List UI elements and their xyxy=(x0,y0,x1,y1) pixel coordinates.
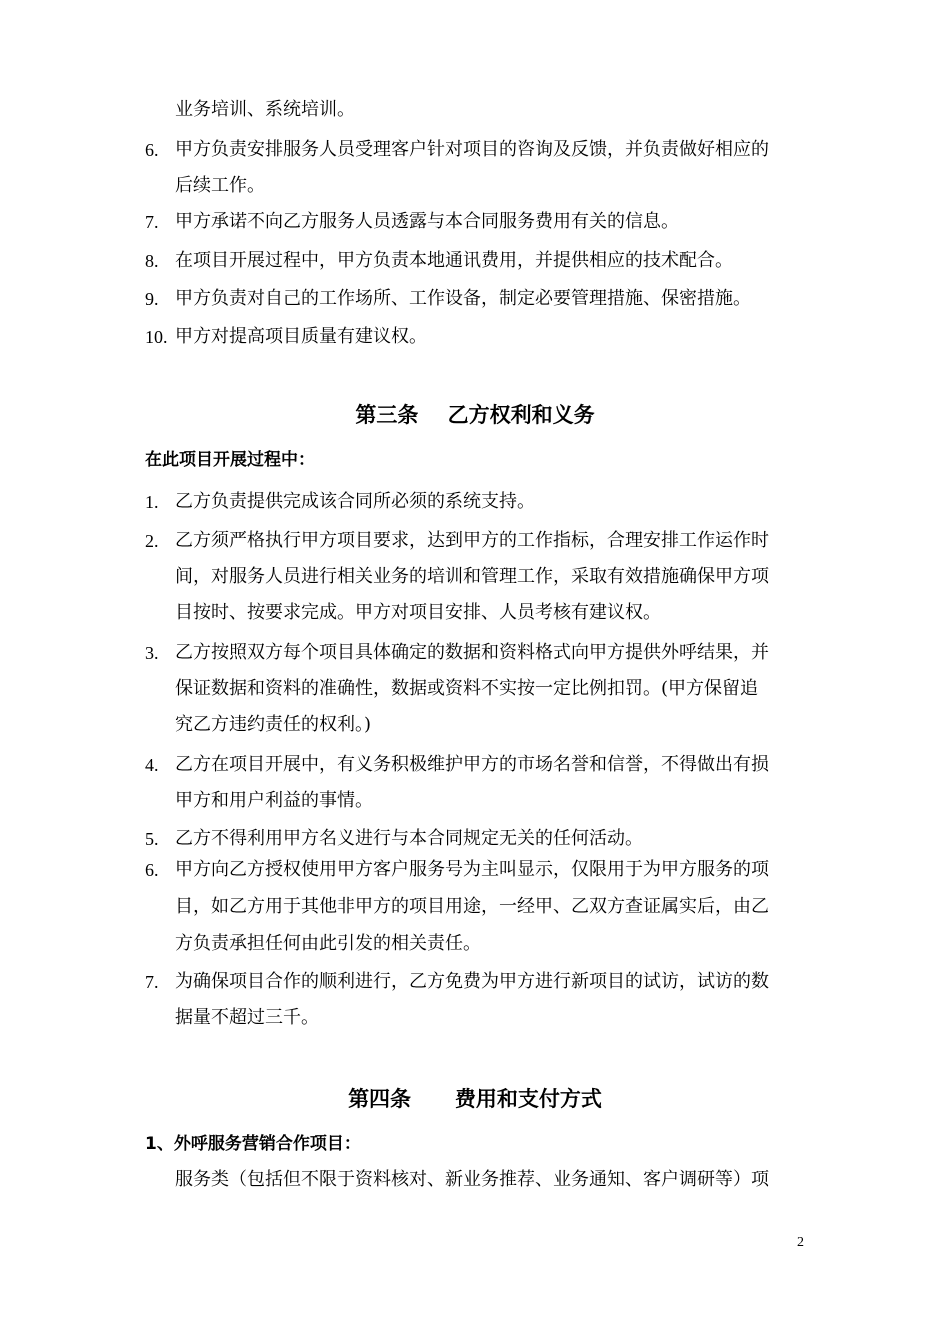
list-item-text: 甲方和用户利益的事情。 xyxy=(175,790,373,811)
list-item-number: 10. xyxy=(145,327,168,347)
list-item-text: 据量不超过三千。 xyxy=(175,1007,319,1028)
list-item-text: 甲方承诺不向乙方服务人员透露与本合同服务费用有关的信息。 xyxy=(175,211,679,232)
list-item-number: 1. xyxy=(145,492,159,512)
list-item-text: 在项目开展过程中，甲方负责本地通讯费用，并提供相应的技术配合。 xyxy=(175,250,733,271)
list-item-number: 5. xyxy=(145,829,159,849)
list-item-number: 2. xyxy=(145,531,159,551)
list-item-text: 为确保项目合作的顺利进行，乙方免费为甲方进行新项目的试访，试访的数 xyxy=(175,971,769,992)
list-item-number: 7. xyxy=(145,972,159,992)
list-item-text: 目，如乙方用于其他非甲方的项目用途，一经甲、乙双方查证属实后，由乙 xyxy=(175,896,769,917)
list-item-number: 3. xyxy=(145,643,159,663)
item-5-continuation: 业务培训、系统培训。 xyxy=(175,99,355,120)
list-item-text: 乙方不得利用甲方名义进行与本合同规定无关的任何活动。 xyxy=(175,828,643,849)
section-3-title: 第三条 乙方权利和义务 xyxy=(355,403,595,427)
list-item-text: 甲方负责对自己的工作场所、工作设备，制定必要管理措施、保密措施。 xyxy=(175,288,751,309)
list-item-text: 乙方须严格执行甲方项目要求，达到甲方的工作指标，合理安排工作运作时 xyxy=(175,530,769,551)
list-item-text: 究乙方违约责任的权利。) xyxy=(175,714,372,735)
list-item-text: 乙方在项目开展中，有义务积极维护甲方的市场名誉和信誉，不得做出有损 xyxy=(175,754,769,775)
list-item-number: 6. xyxy=(145,140,159,160)
list-item-text: 乙方按照双方每个项目具体确定的数据和资料格式向甲方提供外呼结果，并 xyxy=(175,642,769,663)
list-item-text: 间，对服务人员进行相关业务的培训和管理工作，采取有效措施确保甲方项 xyxy=(175,566,769,587)
page-number: 2 xyxy=(797,1235,804,1250)
list-item-text: 后续工作。 xyxy=(175,175,265,196)
list-item-text: 乙方负责提供完成该合同所必须的系统支持。 xyxy=(175,491,535,512)
list-item-text: 甲方对提高项目质量有建议权。 xyxy=(175,326,427,347)
list-item-number: 4. xyxy=(145,755,159,775)
section-4-title: 第四条 费用和支付方式 xyxy=(348,1087,602,1111)
list-item-text: 甲方负责安排服务人员受理客户针对项目的咨询及反馈，并负责做好相应的 xyxy=(175,139,769,160)
list-item-number: 9. xyxy=(145,289,159,309)
section-3-intro: 在此项目开展过程中： xyxy=(145,450,315,470)
list-item-text: 方负责承担任何由此引发的相关责任。 xyxy=(175,933,481,954)
section-4-paragraph: 服务类（包括但不限于资料核对、新业务推荐、业务通知、客户调研等）项 xyxy=(175,1169,769,1190)
section-4-subheading: 1、外呼服务营销合作项目： xyxy=(145,1134,361,1154)
list-item-number: 8. xyxy=(145,251,159,271)
list-item-number: 6. xyxy=(145,860,159,880)
list-item-number: 7. xyxy=(145,212,159,232)
list-item-text: 甲方向乙方授权使用甲方客户服务号为主叫显示，仅限用于为甲方服务的项 xyxy=(175,859,769,880)
list-item-text: 保证数据和资料的准确性，数据或资料不实按一定比例扣罚。(甲方保留追 xyxy=(175,678,759,699)
list-item-text: 目按时、按要求完成。甲方对项目安排、人员考核有建议权。 xyxy=(175,602,661,623)
